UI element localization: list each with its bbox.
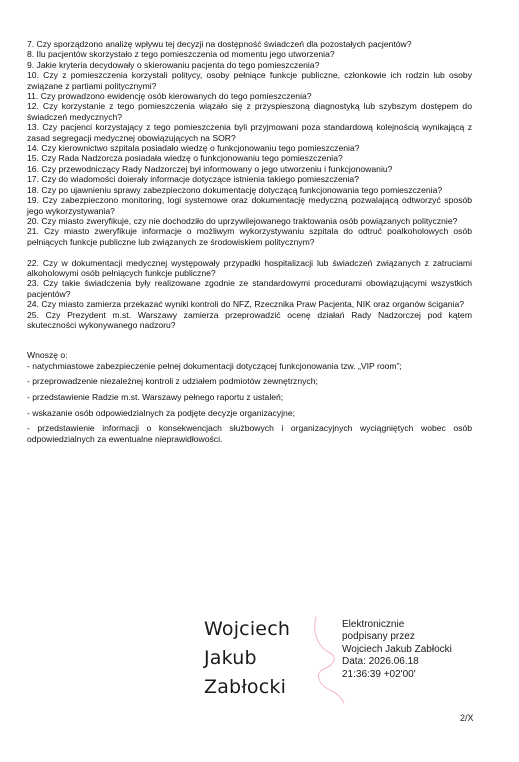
signature-name-line: Jakub <box>204 647 257 669</box>
signature-name-line: Wojciech <box>204 618 291 640</box>
question-11: 11. Czy prowadzono ewidencję osób kierowanych do tego pomieszczenia? <box>27 91 312 102</box>
question-7: 7. Czy sporządzono analizę wpływu tej decyzji na dostępność świadczeń dla pozostałych pacjentów? <box>27 39 412 49</box>
signature-detail-line: Wojciech Jakub Zabłocki <box>342 643 452 655</box>
demand-item: - przedstawienie informacji o konsekwencjach służbowych i organizacyjnych wyciągniętych wobec osób odpowiedzialnych za ewentualne nieprawidłowości. <box>27 423 472 444</box>
question-21: 21. Czy miasto zweryfikuje informacje o możliwym wykorzystywaniu szpitala do odtruć poalkoholowych osób pełniących funkcje publiczne lub związanych ze środowiskiem politycznym? <box>27 226 472 247</box>
question-19: 19. Czy zabezpieczono monitoring, logi systemowe oraz dokumentację medyczną pozwalającą odtworzyć sposób jego wykorzystywania? <box>27 195 472 216</box>
signature-detail-line: Data: 2026.06.18 <box>342 656 419 668</box>
paragraph-gap <box>27 247 472 257</box>
demand-item: - natychmiastowe zabezpieczenie pełnej dokumentacji dotyczącej funkcjonowania tzw. „VIP room”; <box>27 360 402 371</box>
question-13: 13. Czy pacjenci korzystający z tego pomieszczenia byli przyjmowani poza standardową kolejnością wynikającą z zasad segregacji medycznej obowiązujących na SOR? <box>27 122 472 143</box>
signature-detail-line: Elektronicznie <box>342 619 405 630</box>
question-12: 12. Czy korzystanie z tego pomieszczenia wiązało się z przyspieszoną diagnostyką lub szybszym dostępem do świadczeń medycznych? <box>27 101 472 122</box>
signature-name-line: Zabłocki <box>204 676 287 698</box>
demand-item: - przeprowadzenie niezależnej kontroli z udziałem podmiotów zewnętrznych; <box>27 376 318 387</box>
question-15: 15. Czy Rada Nadzorcza posiadała wiedzę o funkcjonowaniu tego pomieszczenia? <box>27 153 343 164</box>
question-18: 18. Czy po ujawnieniu sprawy zabezpieczono dokumentację dotyczącą funkcjonowania tego pomieszczenia? <box>27 184 443 195</box>
question-24: 24. Czy miasto zamierza przekazać wyniki kontroli do NFZ, Rzecznika Praw Pacjenta, NIK oraz organów ścigania? <box>27 299 465 310</box>
signature-detail-line: podpisany przez <box>342 631 415 643</box>
demand-item: - przedstawienie Radzie m.st. Warszawy pełnego raportu z ustaleń; <box>27 391 284 402</box>
page-number: 2/X <box>460 713 474 723</box>
signature-details <box>342 619 452 681</box>
question-9: 9. Jakie kryteria decydowały o skierowaniu pacjenta do tego pomieszczenia? <box>27 59 320 70</box>
signature-name <box>204 615 290 702</box>
section-gap <box>27 330 472 350</box>
question-8: 8. Ilu pacjentów skorzystało z tego pomieszczenia od momentu jego utworzenia? <box>27 49 335 60</box>
demand-item: - wskazanie osób odpowiedzialnych za podjęte decyzje organizacyjne; <box>27 407 295 418</box>
question-22: 22. Czy w dokumentacji medycznej występowały przypadki hospitalizacji lub świadczeń związanych z zatruciami alkoholowymi osób pełniących funkcje publiczne? <box>27 257 472 278</box>
question-10: 10. Czy z pomieszczenia korzystali politycy, osoby pełniące funkcje publiczne, członkowie ich rodzin lub osoby związane z partiami politycznymi? <box>27 70 472 91</box>
electronic-signature <box>196 613 496 703</box>
document-body <box>27 39 472 444</box>
question-16: 16. Czy przewodniczący Rady Nadzorczej był informowany o jego utworzeniu i funkcjonowaniu? <box>27 163 393 174</box>
question-14: 14. Czy kierownictwo szpitala posiadało wiedzę o funkcjonowaniu tego pomieszczenia? <box>27 143 360 154</box>
question-17: 17. Czy do wiadomości doierały informacje dotyczące istnienia takiego pomieszczenia? <box>27 174 359 185</box>
demands-heading: Wnoszę o: <box>27 350 68 361</box>
question-25: 25. Czy Prezydent m.st. Warszawy zamierza przeprowadzić ocenę działań Rady Nadzorczej pod kątem skuteczności wykonywanego nadzoru? <box>27 309 472 330</box>
question-20: 20. Czy miasto zweryfikuje, czy nie dochodziło do uprzywilejowanego traktowania osób powiązanych politycznie? <box>27 215 458 226</box>
signature-detail-line: 21:36:39 +02'00' <box>342 668 416 680</box>
question-23: 23. Czy takie świadczenia były realizowane zgodnie ze standardowymi procedurami obowiązującymi wszystkich pacjentów? <box>27 278 472 299</box>
